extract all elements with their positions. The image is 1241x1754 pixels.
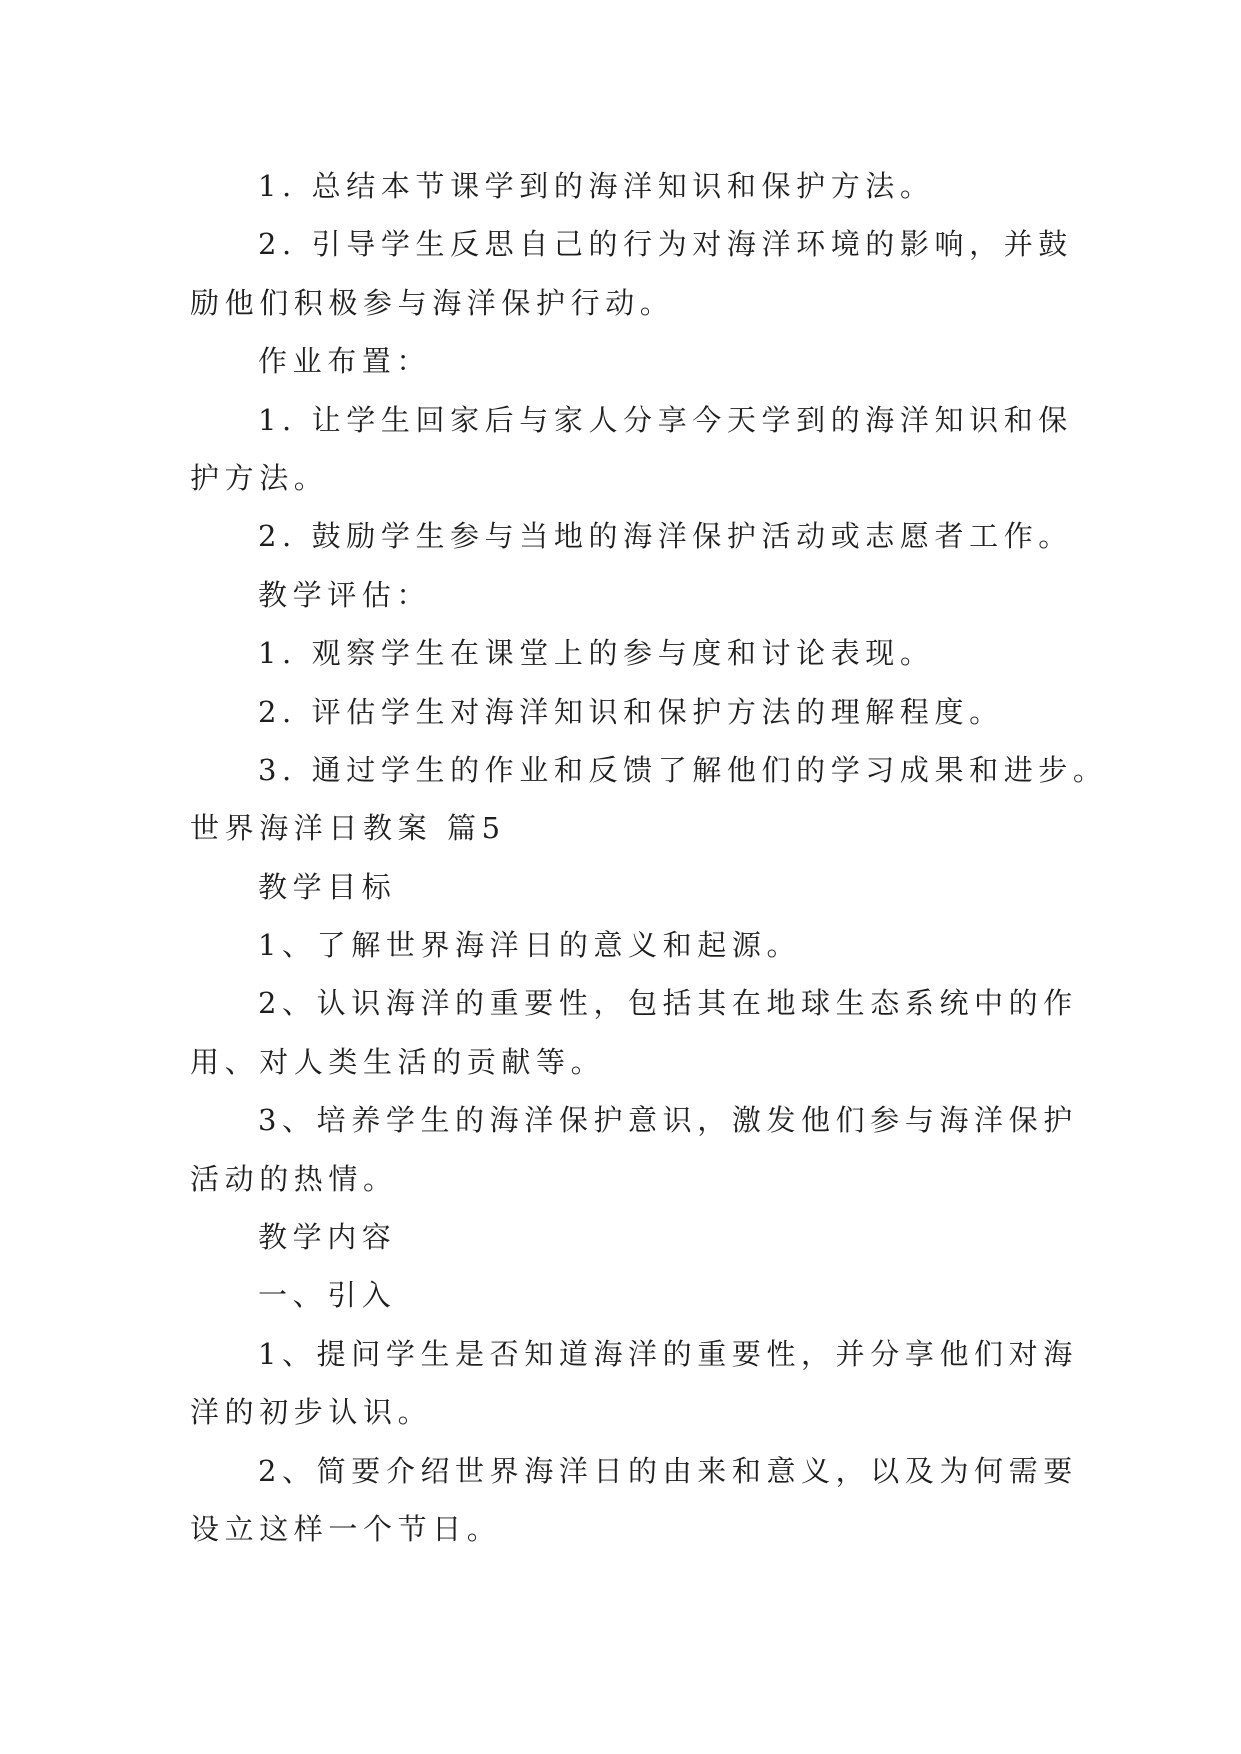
text-line: 1. 总结本节课学到的海洋知识和保护方法。 bbox=[258, 169, 935, 203]
text-line: 1、提问学生是否知道海洋的重要性，并分享他们对海 bbox=[258, 1336, 1078, 1371]
text-line: 作业布置： bbox=[258, 344, 432, 379]
text-line: 用、对人类生活的贡献等。 bbox=[190, 1044, 606, 1079]
paragraph bbox=[190, 741, 1108, 799]
text-line: 教学评估： bbox=[258, 577, 432, 612]
text-line: 活动的热情。 bbox=[190, 1161, 398, 1196]
paragraph bbox=[190, 916, 1070, 974]
text-line: 2. 评估学生对海洋知识和保护方法的理解程度。 bbox=[258, 694, 1004, 729]
text-line: 2. 鼓励学生参与当地的海洋保护活动或志愿者工作。 bbox=[258, 519, 1073, 554]
text-line: 一、引入 bbox=[258, 1278, 397, 1313]
paragraph bbox=[190, 507, 1073, 565]
text-line: 1. 让学生回家后与家人分享今天学到的海洋知识和保 bbox=[258, 402, 1073, 437]
paragraph bbox=[190, 1442, 1078, 1559]
subheading bbox=[190, 332, 1070, 390]
paragraph bbox=[190, 1091, 1078, 1208]
text-line: 2、简要介绍世界海洋日的由来和意义，以及为何需要 bbox=[258, 1453, 1078, 1488]
text-line: 励他们积极参与海洋保护行动。 bbox=[190, 285, 675, 320]
section-title-text: 世界海洋日教案 篇5 bbox=[190, 811, 506, 846]
paragraph bbox=[190, 1325, 1078, 1442]
text-line: 洋的初步认识。 bbox=[190, 1395, 433, 1430]
paragraph bbox=[190, 215, 1073, 332]
paragraph bbox=[190, 683, 1070, 741]
text-line: 1. 观察学生在课堂上的参与度和讨论表现。 bbox=[258, 636, 935, 671]
section-title bbox=[190, 799, 1070, 857]
text-line: 3. 通过学生的作业和反馈了解他们的学习成果和进步。 bbox=[258, 752, 1108, 787]
subheading bbox=[190, 858, 1070, 916]
text-line: 1、了解世界海洋日的意义和起源。 bbox=[258, 928, 802, 963]
text-line: 2、认识海洋的重要性，包括其在地球生态系统中的作 bbox=[258, 986, 1078, 1021]
document-body bbox=[190, 157, 1108, 1558]
subheading bbox=[190, 1266, 1070, 1324]
subheading bbox=[190, 1208, 1070, 1266]
text-line: 教学内容 bbox=[258, 1220, 397, 1255]
text-line: 设立这样一个节日。 bbox=[190, 1511, 502, 1546]
text-line: 教学目标 bbox=[258, 869, 397, 904]
paragraph bbox=[190, 624, 1070, 682]
paragraph bbox=[190, 974, 1078, 1091]
subheading bbox=[190, 566, 1070, 624]
paragraph bbox=[190, 391, 1073, 508]
text-line: 2. 引导学生反思自己的行为对海洋环境的影响，并鼓 bbox=[258, 227, 1073, 262]
text-line: 护方法。 bbox=[190, 460, 329, 495]
paragraph bbox=[190, 157, 1070, 215]
text-line: 3、培养学生的海洋保护意识，激发他们参与海洋保护 bbox=[258, 1103, 1078, 1138]
